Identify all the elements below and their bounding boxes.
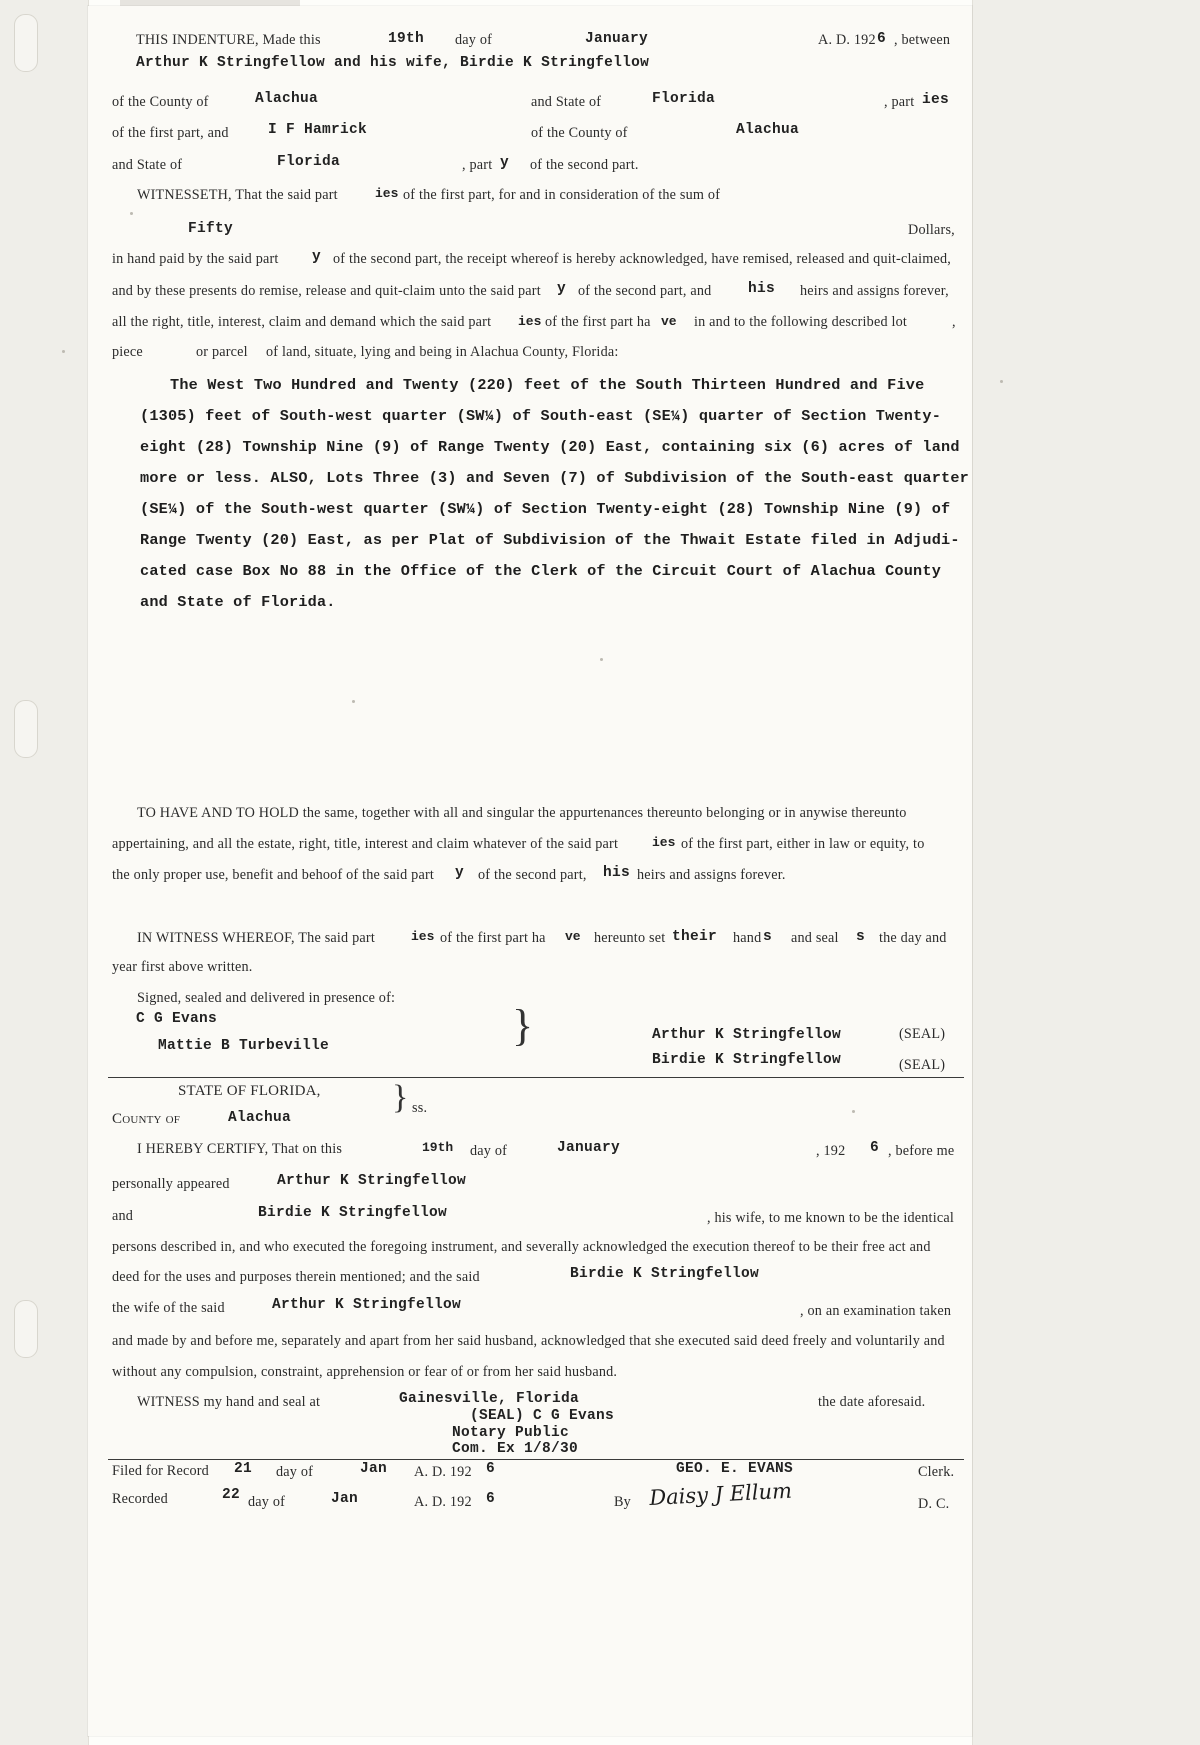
ack-year-value: 6 <box>870 1140 880 1156</box>
witness-whereof-line2: year first above written. <box>112 959 253 975</box>
witnesseth-line2-b: of the second part, the receipt whereof is hereby acknowledged, have remised, released and quit-claimed, <box>333 251 951 267</box>
filed-ad: A. D. 192 <box>414 1464 472 1480</box>
clerk-label: Clerk. <box>918 1464 955 1480</box>
notary-title: Notary Public <box>452 1425 570 1441</box>
ack-line-a: persons described in, and who executed the foregoing instrument, and severally acknowledged the execution thereof to be their free act and <box>112 1239 931 1255</box>
filed-year: 6 <box>486 1461 496 1477</box>
page-left-margin <box>0 0 88 1745</box>
indenture-day: 19th <box>388 31 425 47</box>
witness-whereof-line1-f: the day and <box>879 930 947 946</box>
witnesseth-line3-c: heirs and assigns forever, <box>800 283 949 299</box>
recorded-year: 6 <box>486 1491 496 1507</box>
recorded-ad: A. D. 192 <box>414 1494 472 1510</box>
ack-certify-label: I HEREBY CERTIFY, That on this <box>137 1141 343 1157</box>
ack-month-value: January <box>557 1140 621 1156</box>
ack-line-d: and made by and before me, separately and apart from her said husband, acknowledged that she executed said deed freely and voluntarily and <box>112 1333 945 1349</box>
grantee-name: I F Hamrick <box>268 122 368 138</box>
ack-before-me-label: , before me <box>888 1143 955 1159</box>
witnesseth-line4-b: of the first part ha <box>545 314 651 330</box>
witnesseth-line4-ve: ve <box>661 314 677 329</box>
speck <box>1000 380 1003 383</box>
habendum-line3-a: the only proper use, benefit and behoof of the said part <box>112 867 435 883</box>
notary-seal-line: (SEAL) C G Evans <box>470 1408 615 1424</box>
speck <box>600 658 603 661</box>
second-part-label: of the second part. <box>530 157 639 173</box>
dollars-label: Dollars, <box>908 222 955 238</box>
legal-description-line: Range Twenty (20) East, as per Plat of Subdivision of the Thwait Estate filed in Adjudi- <box>140 531 960 549</box>
county-value: Alachua <box>255 91 319 107</box>
witnesseth-line3-b: of the second part, and <box>578 283 712 299</box>
recorded-month: Jan <box>331 1491 359 1507</box>
section-divider <box>108 1459 964 1460</box>
ack-line-e: without any compulsion, constraint, apprehension or fear of or from her said husband. <box>112 1364 618 1380</box>
witnesseth-line4-c: in and to the following described lot <box>694 314 908 330</box>
witness-whereof-their: their <box>672 929 718 945</box>
section-divider <box>108 1077 964 1078</box>
habendum-line3-his: his <box>603 865 631 881</box>
state-label: and State of <box>531 94 602 110</box>
grantor-names: Arthur K Stringfellow and his wife, Birdie K Stringfellow <box>136 55 650 71</box>
ack-year-label: , 192 <box>816 1143 846 1159</box>
signer-name: Arthur K Stringfellow <box>652 1027 842 1043</box>
part-label: , part <box>884 94 915 110</box>
binder-hole <box>14 1300 38 1358</box>
notary-commission: Com. Ex 1/8/30 <box>452 1441 579 1457</box>
binder-hole <box>14 14 38 72</box>
consideration-amount: Fifty <box>188 221 234 237</box>
filed-day: 21 <box>234 1461 253 1477</box>
presence-label: Signed, sealed and delivered in presence of: <box>137 990 396 1006</box>
ack-day-of-label: day of <box>470 1143 508 1159</box>
habendum-line1: TO HAVE AND TO HOLD the same, together with all and singular the appurtenances thereunto belonging or in anywise thereunto <box>137 805 907 821</box>
witness-whereof-line1-a: IN WITNESS WHEREOF, The said part <box>137 930 375 946</box>
witnesseth-line2-a: in hand paid by the said part <box>112 251 279 267</box>
by-label: By <box>614 1494 631 1510</box>
county-label: of the County of <box>112 94 209 110</box>
signature-brace: } <box>512 1001 534 1050</box>
legal-description-line: and State of Florida. <box>140 593 336 611</box>
witness-whereof-s2: s <box>856 929 866 945</box>
witness-whereof-ve: ve <box>565 929 581 944</box>
page-edge-right <box>972 0 973 1745</box>
habendum-line2-ies: ies <box>652 835 676 850</box>
witness-whereof-ies: ies <box>411 929 435 944</box>
between-label: , between <box>894 32 951 48</box>
dc-label: D. C. <box>918 1496 950 1512</box>
grantee-part-label: , part <box>462 157 493 173</box>
ack-and-label: and <box>112 1208 134 1224</box>
ack-line-c: the wife of the said <box>112 1300 225 1316</box>
witnesseth-line2-y: y <box>312 249 322 265</box>
witness-whereof-line1-e: and seal <box>791 930 839 946</box>
ack-state-label: STATE OF FLORIDA, <box>178 1083 321 1099</box>
filed-label: Filed for Record <box>112 1463 209 1479</box>
grantee-county-value: Alachua <box>736 122 800 138</box>
speck <box>852 1110 855 1113</box>
habendum-line2-a: appertaining, and all the estate, right, title, interest and claim whatever of the said part <box>112 836 619 852</box>
part-suffix: ies <box>922 92 950 108</box>
witnesseth-line5-a: piece <box>112 344 143 360</box>
deputy-signature: Daisy J Ellum <box>648 1478 793 1510</box>
legal-description-line: eight (28) Township Nine (9) of Range Twenty (20) East, containing six (6) acres of land <box>140 438 960 456</box>
first-part-label: of the first part, and <box>112 125 229 141</box>
witness-whereof-s1: s <box>763 929 773 945</box>
ack-brace: } <box>392 1079 409 1116</box>
legal-description-line: more or less. ALSO, Lots Three (3) and Seven (7) of Subdivision of the South-east quarter <box>140 469 969 487</box>
witnesseth-line3-his: his <box>748 281 776 297</box>
witnesseth-line5-b: or parcel <box>196 344 248 360</box>
ack-witness-place: Gainesville, Florida <box>399 1391 580 1407</box>
witness-whereof-line1-b: of the first part ha <box>440 930 546 946</box>
grantee-state-label: and State of <box>112 157 183 173</box>
ack-county-label: County of <box>112 1111 181 1127</box>
witnesseth-line1-b: of the first part, for and in consideration of the sum of <box>403 187 721 203</box>
legal-description-line: (SE¼) of the South-west quarter (SW¼) of Section Twenty-eight (28) Township Nine (9) of <box>140 500 951 518</box>
filed-month: Jan <box>360 1461 388 1477</box>
day-of-label: day of <box>455 32 493 48</box>
habendum-line3-b: of the second part, <box>478 867 587 883</box>
ack-ss-label: ss. <box>412 1100 428 1116</box>
ack-wife-known-label: , his wife, to me known to be the identical <box>707 1210 954 1226</box>
legal-description-line: cated case Box No 88 in the Office of the Clerk of the Circuit Court of Alachua County <box>140 562 942 580</box>
witnesseth-line5-c: of land, situate, lying and being in Alachua County, Florida: <box>266 344 619 360</box>
page-right-margin <box>972 0 1200 1745</box>
ad-label: A. D. 192 <box>818 32 876 48</box>
legal-description-line: The West Two Hundred and Twenty (220) feet of the South Thirteen Hundred and Five <box>170 376 925 394</box>
signer-name: Birdie K Stringfellow <box>652 1052 842 1068</box>
ack-line-b-value: Birdie K Stringfellow <box>570 1266 760 1282</box>
ack-witness-label: WITNESS my hand and seal at <box>137 1394 321 1410</box>
indenture-year: 6 <box>877 31 887 47</box>
habendum-line3-c: heirs and assigns forever. <box>637 867 786 883</box>
indenture-label: THIS INDENTURE, Made this <box>136 32 321 48</box>
ack-county-value: Alachua <box>228 1110 292 1126</box>
date-aforesaid-label: the date aforesaid. <box>818 1394 926 1410</box>
witnesseth-line4-ies: ies <box>518 314 542 329</box>
witnesseth-line1-ies: ies <box>375 186 399 201</box>
ack-day-value: 19th <box>422 1140 454 1155</box>
legal-description-line: (1305) feet of South-west quarter (SW¼) of South-east (SE¼) quarter of Section Twenty- <box>140 407 942 425</box>
recorded-day-of: day of <box>248 1494 286 1510</box>
seal-label: (SEAL) <box>899 1057 946 1073</box>
grantee-part-suffix: y <box>500 155 510 171</box>
speck <box>130 212 133 215</box>
habendum-line3-y: y <box>455 865 465 881</box>
speck <box>352 700 355 703</box>
witnesseth-line4-comma: , <box>952 314 956 330</box>
habendum-line2-b: of the first part, either in law or equity, to <box>681 836 925 852</box>
ack-line-c-tail: , on an examination taken <box>800 1303 952 1319</box>
witness-signature: Mattie B Turbeville <box>158 1038 330 1054</box>
seal-label: (SEAL) <box>899 1026 946 1042</box>
grantee-state-value: Florida <box>277 154 341 170</box>
state-value: Florida <box>652 91 716 107</box>
ack-line-c-value: Arthur K Stringfellow <box>272 1297 462 1313</box>
witness-signature: C G Evans <box>136 1011 218 1027</box>
clerk-name: GEO. E. EVANS <box>676 1461 794 1477</box>
ack-appeared-value: Arthur K Stringfellow <box>277 1173 467 1189</box>
witnesseth-line3-a: and by these presents do remise, release and quit-claim unto the said part <box>112 283 541 299</box>
recorded-label: Recorded <box>112 1491 168 1507</box>
ack-wife-value: Birdie K Stringfellow <box>258 1205 448 1221</box>
speck <box>62 350 65 353</box>
filed-day-of: day of <box>276 1464 314 1480</box>
recorded-day: 22 <box>222 1487 241 1503</box>
witnesseth-line4-a: all the right, title, interest, claim and demand which the said part <box>112 314 492 330</box>
witnesseth-line1-a: WITNESSETH, That the said part <box>137 187 338 203</box>
ack-line-b: deed for the uses and purposes therein mentioned; and the said <box>112 1269 480 1285</box>
ack-appeared-label: personally appeared <box>112 1176 230 1192</box>
indenture-month: January <box>585 31 649 47</box>
binder-hole <box>14 700 38 758</box>
grantee-county-label: of the County of <box>531 125 628 141</box>
witness-whereof-line1-d: hand <box>733 930 762 946</box>
witnesseth-line3-y: y <box>557 281 567 297</box>
witness-whereof-line1-c: hereunto set <box>594 930 666 946</box>
